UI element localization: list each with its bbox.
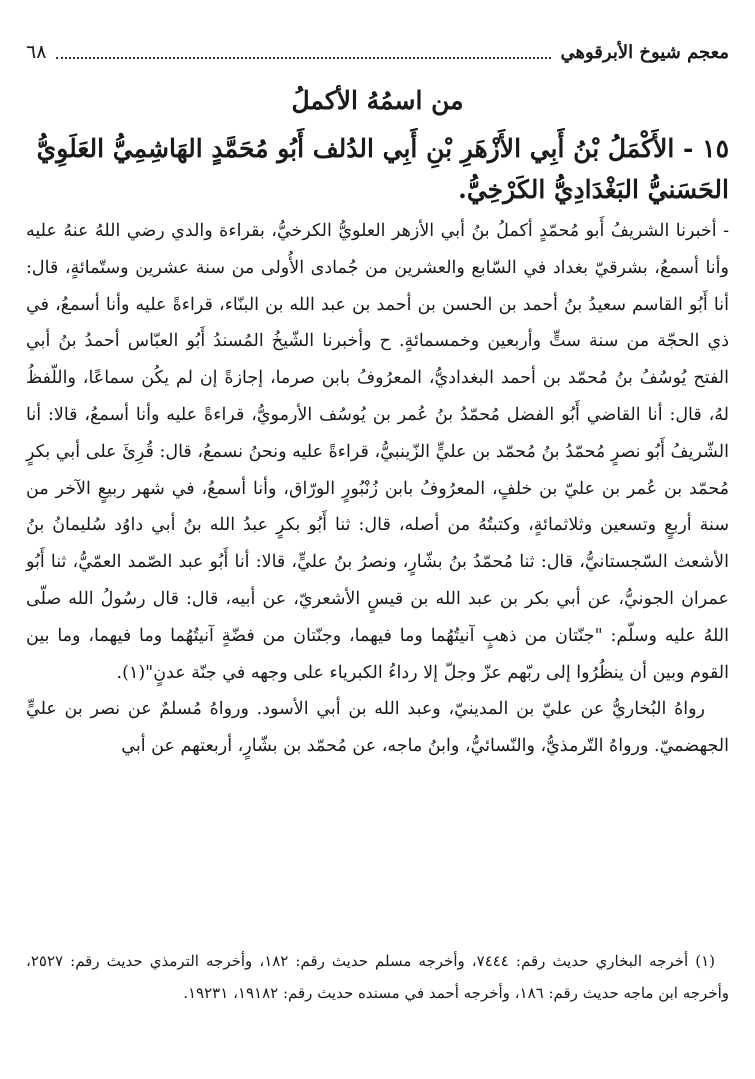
running-header <box>26 38 729 66</box>
footnote: (١) أخرجه البخاري حديث رقم: ٧٤٤٤، وأخرجه مسلم حديث رقم: ١٨٢، وأخرجه الترمذي حديث رقم: ٢٥٢٧، وأخرجه ابن ماجه حديث رقم: ١٨٦، وأخرجه أحمد في مسنده حديث رقم: ١٩١٨٢، ١٩٢٣١. <box>26 952 729 1002</box>
book-title: معجم شيوخ الأبرقوهي <box>560 41 729 63</box>
body-paragraph: - أخبرنا الشريفُ أَبو مُحمّدٍ أكملُ بنُ أبي الأزهر العلويُّ الكرخيُّ، بقراءة والدي رضي اللهُ عنهُ عليه وأنا أسمعُ، بشرقيّ بغداد في السّابع والعشرين من جُمادى الأُولى من سنة عشرين وستّمائةٍ، قال: أنا أَبُو القاسم سعيدُ بنُ أحمد بن الحسن بن أحمد بن عبد الله بن البنّاء، قراءةً عليه وأنا أسمعُ، في ذي الحجّة من سنة ستٍّ وأربعين وخمسمائةٍ. ح وأخبرنا الشّيخُ المُسندُ أَبُو العبّاس أحمدُ بنُ أبي الفتح يُوسُفُ بنُ مُحمّد بن أحمد البغداديُّ، المعرُوفُ بابن صرما، إجازةً إن لم يكُن سماعًا، واللّفظُ لهُ، قال: أنا القاضي أَبُو الفضل مُحمّدُ بنُ عُمر بن يُوسُف الأرمويُّ، قراءةً عليه وأنا أسمعُ، قالا: أنا الشّريفُ أَبُو نصرٍ مُحمّدُ بنُ مُحمّد بن عليٍّ الزّينبيُّ، قراءةً عليه ونحنُ نسمعُ، قال: قُرِئَ على أبي بكرٍ مُحمّد بن عُمر بن عليّ بن خلفٍ، المعرُوفُ بابن زُنْبُورٍ الورّاق، وأنا أسمعُ، في شهر ربيعٍ الآخر من سنة أربعٍ وتسعين وثلاثمائةٍ، وكتبتُهُ من أصله، قال: ثنا أَبُو بكرٍ عبدُ الله بنُ أبي داوُد سُليمانُ بنُ الأشعث السّجستانيُّ، قال: ثنا مُحمّدُ بنُ بشّارٍ، ونصرُ بنُ عليٍّ، قالا: أنا أَبُو عبد الصّمد العمّيُّ، ثنا أَبُو عمران الجونيُّ، عن أبي بكر بن عبد الله بن قيسٍ الأشعريّ، عن أبيه، قال: قال رسُولُ الله صلّى اللهُ عليه وسلّم: "جنّتان من ذهبٍ آنيتُهُما وما فيهما، وجنّتان من فضّةٍ آنيتُهُما وما فيهما، وما بين القوم وبين أن ينظُرُوا إلى ربّهم عزّ وجلّ إلا رداءُ الكبرياء على وجهه في جنّة عدنٍ"(١). <box>26 221 729 683</box>
dotted-leader <box>56 45 550 59</box>
footnotes <box>26 945 729 1009</box>
page-number: ٦٨ <box>26 41 47 63</box>
entry-heading: ١٥ - الأَكْمَلُ بْنُ أَبِي الأَزْهَرِ بْنِ أَبِي الدُلف أَبُو مُحَمَّدٍ الهَاشِمِيُّ العَلَوِيُّ الحَسَنيُّ البَغْدَادِيُّ الكَرْخِيُّ. <box>36 134 729 204</box>
section-heading: من اسمُهُ الأكملُ <box>291 86 464 115</box>
body-text <box>26 213 729 765</box>
body-paragraph: رواهُ البُخاريُّ عن عليّ بن المدينيّ، وعبد الله بن أبي الأسود. ورواهُ مُسلمٌ عن نصر بن عليٍّ الجهضميّ. ورواهُ التّرمذيُّ، والنّسائيُّ، وابنُ ماجه، عن مُحمّد بن بشّارٍ، أربعتهم عن أبي <box>26 699 729 757</box>
